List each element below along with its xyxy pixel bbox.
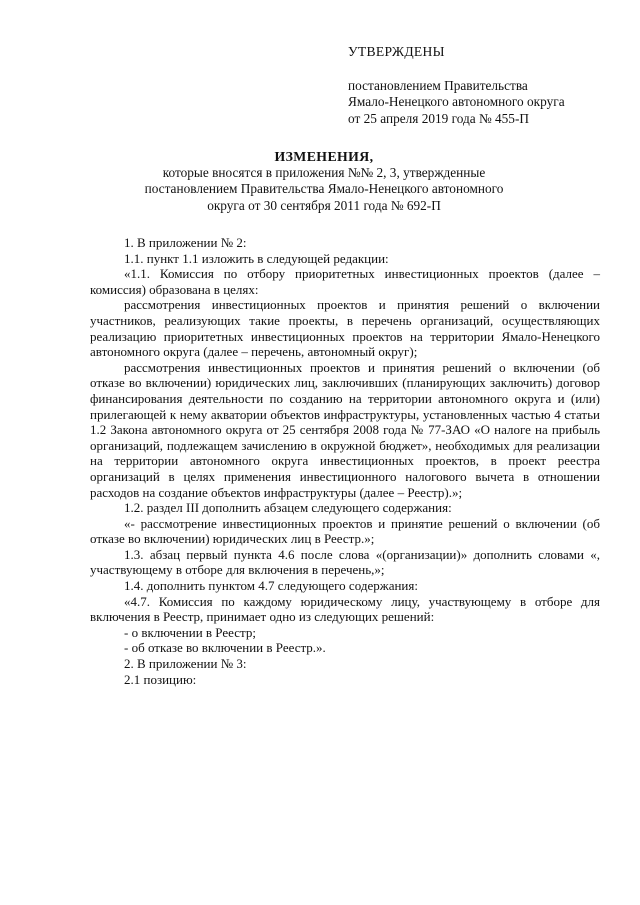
paragraph: 1. В приложении № 2: [124,235,247,250]
heading-line: постановлением Правительства Ямало-Ненецкого автономного [144,181,504,197]
paragraph: «- рассмотрение инвестиционных проектов и принятие решений о включении (об отказе во включении) юридических лиц в Реестр.»; [90,515,600,547]
approval-line: Ямало-Ненецкого автономного округа [348,94,565,109]
paragraph: 1.3. абзац первый пункта 4.6 после слова «(организации)» дополнить словами «, участвующему в отборе для включения в перечень,»; [90,546,600,578]
approval-line: от 25 апреля 2019 года № 455-П [348,110,529,126]
paragraph: рассмотрения инвестиционных проектов и принятия решений о включении участников, реализующих такие проекты, в перечень организаций, осуществляющих реализацию приоритетных инвестиционных проектов на территории Ямало-Ненецкого автономного округа (далее – перечень, автономный округ); [90,297,600,360]
approval-line: постановлением Правительства [348,77,528,93]
document-title: ИЗМЕНЕНИЯ, [274,149,374,164]
paragraph: 2.1 позицию: [124,671,197,687]
approval-title: УТВЕРЖДЕНЫ [348,44,445,59]
paragraph: 1.4. дополнить пунктом 4.7 следующего содержания: [124,578,418,594]
paragraph: 1.1. пункт 1.1 изложить в следующей редакции: [124,250,389,266]
paragraph: рассмотрения инвестиционных проектов и принятия решений о включении (об отказе во включении) юридических лиц, заключивших (планирующих заключить) договор финансирования деятельности по созданию на территории автономного округа и (или) прилегающей к нему акватории объектов инфраструктуры, установленных частью 4 статьи 1.2 Закона автономного округа от 25 сентября 2008 года № 77-ЗАО «О налоге на прибыль организаций, подлежащем зачислению в окружной бюджет», необходимых для реализации на территории автономного округа инвестиционных проектов, в проект реестра организаций в целях применения инвестиционного налогового вычета в отношении расходов на создание объектов инфраструктуры (далее – Реестр).»; [90,359,600,500]
document-body [90,235,600,687]
approval-stamp [348,44,618,127]
paragraph: - о включении в Реестр; [124,624,256,640]
heading-line: которые вносятся в приложения №№ 2, 3, утвержденные [162,165,486,181]
paragraph: «4.7. Комиссия по каждому юридическому лицу, участвующему в отборе для включения в Реестр, принимает одно из следующих решений: [90,593,600,625]
heading-line: округа от 30 сентября 2011 года № 692-П [207,197,441,213]
paragraph: 1.2. раздел III дополнить абзацем следующего содержания: [124,500,452,516]
paragraph: 2. В приложении № 3: [124,656,247,672]
paragraph: - об отказе во включении в Реестр.». [124,640,326,656]
paragraph: «1.1. Комиссия по отбору приоритетных инвестиционных проектов (далее – комиссия) образована в целях: [90,266,600,297]
document-heading [90,149,558,214]
